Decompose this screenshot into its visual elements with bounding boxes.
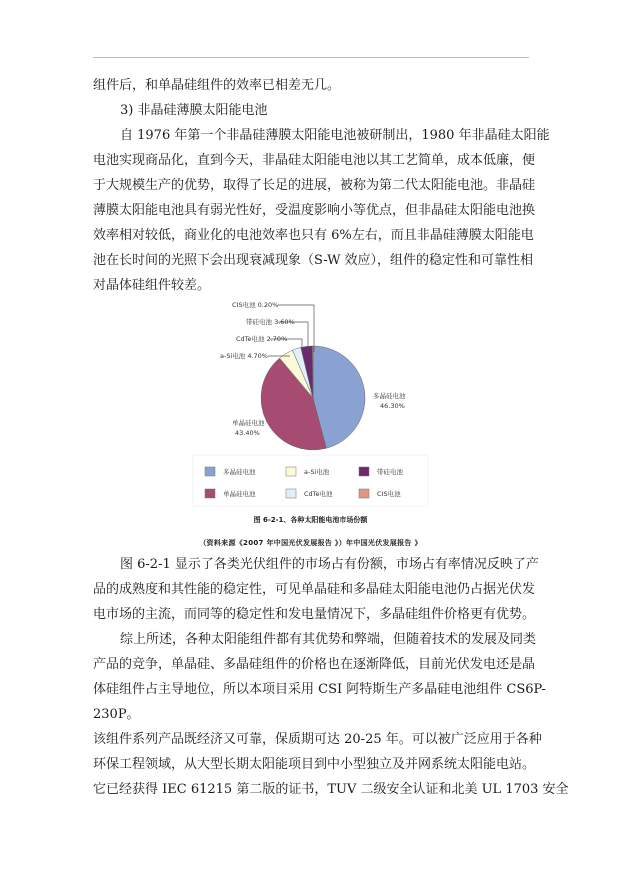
legend-label-3: 单晶硅电池 [223, 490, 256, 498]
legend-swatch-3 [205, 489, 215, 498]
legend-label-0: 多晶硅电池 [223, 468, 256, 476]
callout-leader-cis [278, 305, 314, 352]
paragraph-line: 电池实现商品化，直到今天，非晶硅太阳能电池以其工艺简单，成本低廉，便 [93, 153, 536, 168]
paragraph-line: 该组件系列产品既经济又可靠，保质期可达 20-25 年。可以被广泛应用于各种 [93, 732, 542, 747]
paragraph-line: 自 1976 年第一个非晶硅薄膜太阳能电池被研制出，1980 年非晶硅太阳能 [120, 128, 550, 143]
paragraph-line: 品的成熟度和其性能的稳定性，可见单晶硅和多晶硅太阳能电池仍占据光伏发 [93, 582, 536, 597]
legend-label-1: a-Si电池 [304, 468, 330, 476]
callout-value-mono: 43.40% [235, 429, 260, 437]
paragraph-line: 组件后，和单晶硅组件的效率已相差无几。 [93, 78, 341, 93]
legend-frame [193, 455, 428, 506]
paragraph-line: 电市场的主流，而同等的稳定性和发电量情况下，多晶硅组件价格更有优势。 [93, 607, 536, 622]
paragraph-line: 薄膜太阳能电池具有弱光性好，受温度影响小等优点，但非晶硅太阳能电池换 [93, 203, 536, 218]
callout-label-cdte: CdTe电池 2.70% [236, 335, 288, 343]
paragraph-line: 环保工程领域，从大型长期太阳能项目到中小型独立及并网系统太阳能电站。 [93, 757, 536, 772]
section-heading: 3) 非晶硅薄膜太阳能电池 [120, 103, 268, 118]
legend-label-5: CIS电池 [377, 490, 401, 498]
paragraph-line: 综上所述，各种太阳能组件都有其优势和弊端，但随着技术的发展及同类 [120, 632, 537, 647]
paragraph-line: 对晶体硅组件较差。 [93, 278, 211, 293]
paragraph-line: 产品的竞争，单晶硅、多晶硅组件的价格也在逐渐降低，目前光伏发电还是晶 [93, 657, 536, 672]
paragraph-line: 池在长时间的光照下会出现衰减现象（S-W 效应），组件的稳定性和可靠性相 [93, 253, 534, 268]
figure-caption: 图 6-2-1、各种太阳能电池市场份额 [253, 516, 368, 524]
legend-swatch-0 [205, 467, 215, 476]
legend-swatch-5 [359, 489, 369, 498]
legend-swatch-1 [286, 467, 296, 476]
callout-label-mono: 单晶硅电池 [232, 419, 265, 427]
callout-label-poly: 多晶硅电池 [373, 392, 406, 400]
paragraph-line: 230P。 [93, 707, 140, 722]
callout-label-ribbon: 带硅电池 3.60% [246, 318, 295, 326]
paragraph-line: 于大规模生产的优势，取得了长足的进展，被称为第二代太阳能电池。非晶硅 [93, 178, 536, 193]
legend-label-4: CdTe电池 [304, 490, 333, 498]
legend-label-2: 带硅电池 [377, 468, 403, 476]
legend-swatch-4 [286, 489, 296, 498]
paragraph-line: 体硅组件占主导地位，所以本项目采用 CSI 阿特斯生产多晶硅电池组件 CS6P- [93, 682, 546, 697]
legend-swatch-2 [359, 467, 369, 476]
paragraph-line: 图 6-2-1 显示了各类光伏组件的市场占有份额，市场占有率情况反映了产 [120, 557, 539, 572]
paragraph-line: 效率相对较低，商业化的电池效率也只有 6%左右，而且非晶硅薄膜太阳能电 [93, 228, 534, 243]
figure-source: （资料来源《2007 年中国光伏发展报告 》）年中国光伏发展报告 》 [199, 539, 422, 547]
callout-label-cis: CIS电池 0.20% [232, 301, 279, 309]
callout-value-poly: 46.30% [380, 402, 405, 410]
paragraph-line: 它已经获得 IEC 61215 第二版的证书，TUV 二级安全认证和北美 UL 1703 安全 [93, 782, 569, 797]
callout-label-asi: a-Si电池 4.70% [220, 352, 268, 360]
